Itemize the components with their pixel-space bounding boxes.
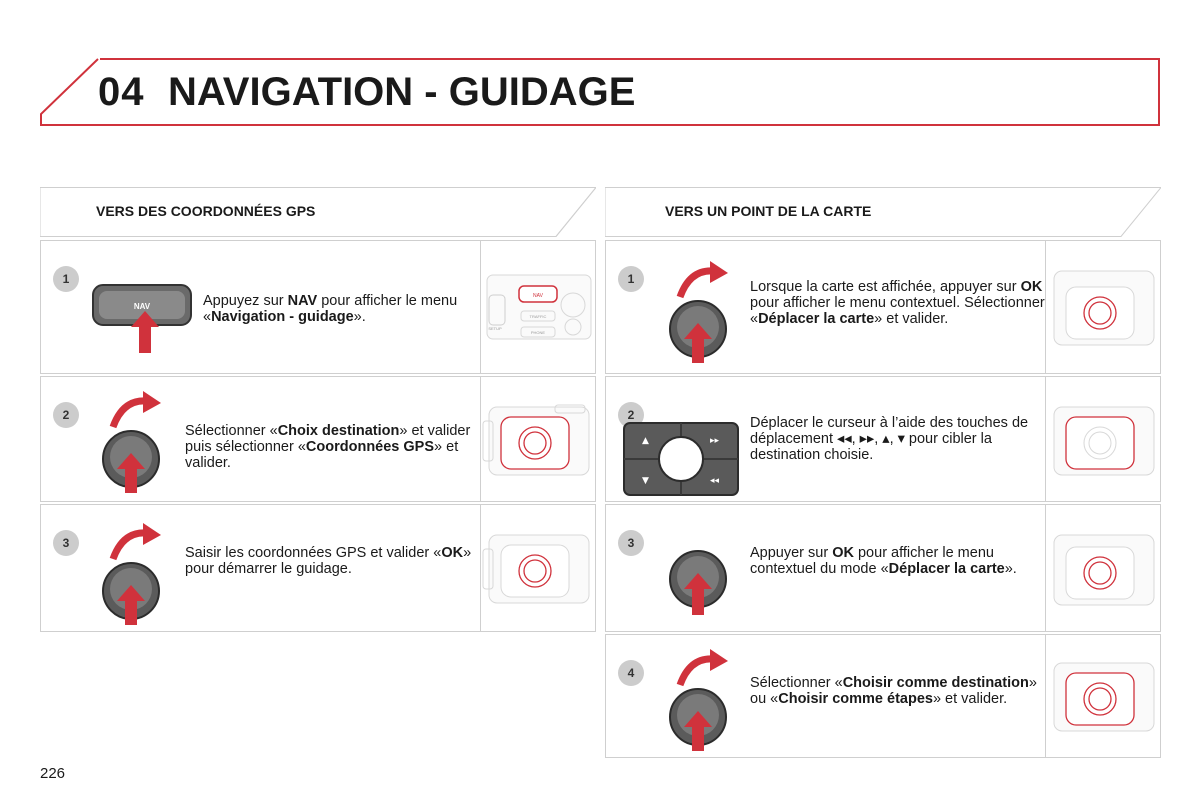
step-number-badge: 2 — [53, 402, 79, 428]
right-step-2 — [605, 376, 1161, 502]
step-text: Déplacer le curseur à l’aide des touches de déplacement ◂◂, ▸▸, ▴, ▾ pour cibler la destination choisie. — [750, 415, 1029, 463]
bold-term: Choisir comme destination — [842, 675, 1029, 691]
rotary-knob-illustration — [99, 387, 169, 497]
step-text: Sélectionner «Choix destination» et valider puis sélectionner «Coordonnées GPS» et valider. — [185, 423, 471, 471]
bold-term: Choisir comme étapes — [778, 691, 933, 707]
svg-text:NAV: NAV — [533, 293, 543, 299]
step-text: Saisir les coordonnées GPS et valider «OK» pour démarrer le guidage. — [185, 545, 472, 577]
step-text: Appuyer sur OK pour afficher le menu contextuel du mode «Déplacer la carte». — [750, 545, 1017, 577]
chapter-title: NAVIGATION - GUIDAGE — [168, 70, 636, 114]
console-knob-drawing — [481, 377, 595, 501]
left-step-1 — [40, 240, 596, 374]
console-illustration-ok — [1045, 241, 1160, 373]
console-illustration-knob — [480, 377, 595, 501]
bold-term: Navigation - guidage — [211, 309, 354, 325]
rotary-knob-illustration — [666, 519, 736, 629]
step-text: Appuyez sur NAV pour afficher le menu «Navigation - guidage». — [203, 293, 458, 325]
left-step-2 — [40, 376, 596, 502]
rotary-knob-illustration — [666, 257, 736, 367]
left-step-3 — [40, 504, 596, 632]
bold-term: OK — [832, 545, 854, 561]
direction-pad-illustration — [622, 421, 742, 497]
left-section-title: VERS DES COORDONNÉES GPS — [96, 203, 316, 219]
svg-text:PHONE: PHONE — [530, 330, 546, 335]
right-step-4 — [605, 634, 1161, 758]
right-section-title: VERS UN POINT DE LA CARTE — [665, 203, 872, 219]
step-text: Lorsque la carte est affichée, appuyer sur OK pour afficher le menu contextuel. Sélectionner «Déplacer la carte» et valider. — [750, 279, 1045, 327]
svg-text:SETUP: SETUP — [488, 326, 502, 331]
step-number-badge: 2 — [618, 402, 644, 428]
svg-text:▼: ▼ — [642, 476, 649, 486]
console-illustration-ok — [1045, 505, 1160, 631]
console-illustration-dpad — [1045, 377, 1160, 501]
step-number-badge: 4 — [618, 660, 644, 686]
right-step-3 — [605, 504, 1161, 632]
bold-term: Déplacer la carte — [758, 311, 875, 327]
console-illustration-knob — [1045, 635, 1160, 757]
console-ok-drawing — [1046, 505, 1160, 631]
chapter-number: 04 — [98, 70, 145, 114]
svg-text:TRAFFIC: TRAFFIC — [529, 314, 547, 319]
console-ok-drawing — [1046, 241, 1160, 373]
step-number-badge: 1 — [618, 266, 644, 292]
console-knob-drawing — [1046, 635, 1160, 757]
right-section-header — [605, 187, 1161, 237]
rotary-knob-illustration — [99, 519, 169, 629]
bold-term: Choix destination — [277, 423, 400, 439]
nav-button-label: NAV — [133, 302, 151, 311]
page-number: 226 — [40, 765, 66, 782]
console-illustration-nav — [480, 241, 595, 373]
step-number-badge: 1 — [53, 266, 79, 292]
rotary-knob-illustration — [666, 645, 736, 755]
console-nav-drawing — [481, 241, 595, 373]
right-step-1 — [605, 240, 1161, 374]
svg-text:▸▸: ▸▸ — [710, 436, 720, 446]
step-text: Sélectionner «Choisir comme destination» ou «Choisir comme étapes» et valider. — [750, 675, 1037, 707]
nav-button-illustration — [91, 277, 201, 357]
bold-term: Déplacer la carte — [888, 561, 1005, 577]
console-dpad-drawing — [1046, 377, 1160, 501]
svg-text:▲: ▲ — [642, 436, 649, 446]
svg-text:◂◂: ◂◂ — [710, 476, 720, 486]
bold-term: NAV — [287, 293, 318, 309]
chapter-header — [40, 58, 1160, 126]
bold-term: OK — [1020, 279, 1043, 295]
left-section-header — [40, 187, 596, 237]
step-number-badge: 3 — [618, 530, 644, 556]
console-ok-drawing — [481, 505, 595, 631]
bold-term: Coordonnées GPS — [305, 439, 435, 455]
bold-term: OK — [441, 545, 464, 561]
step-number-badge: 3 — [53, 530, 79, 556]
console-illustration-ok — [480, 505, 595, 631]
